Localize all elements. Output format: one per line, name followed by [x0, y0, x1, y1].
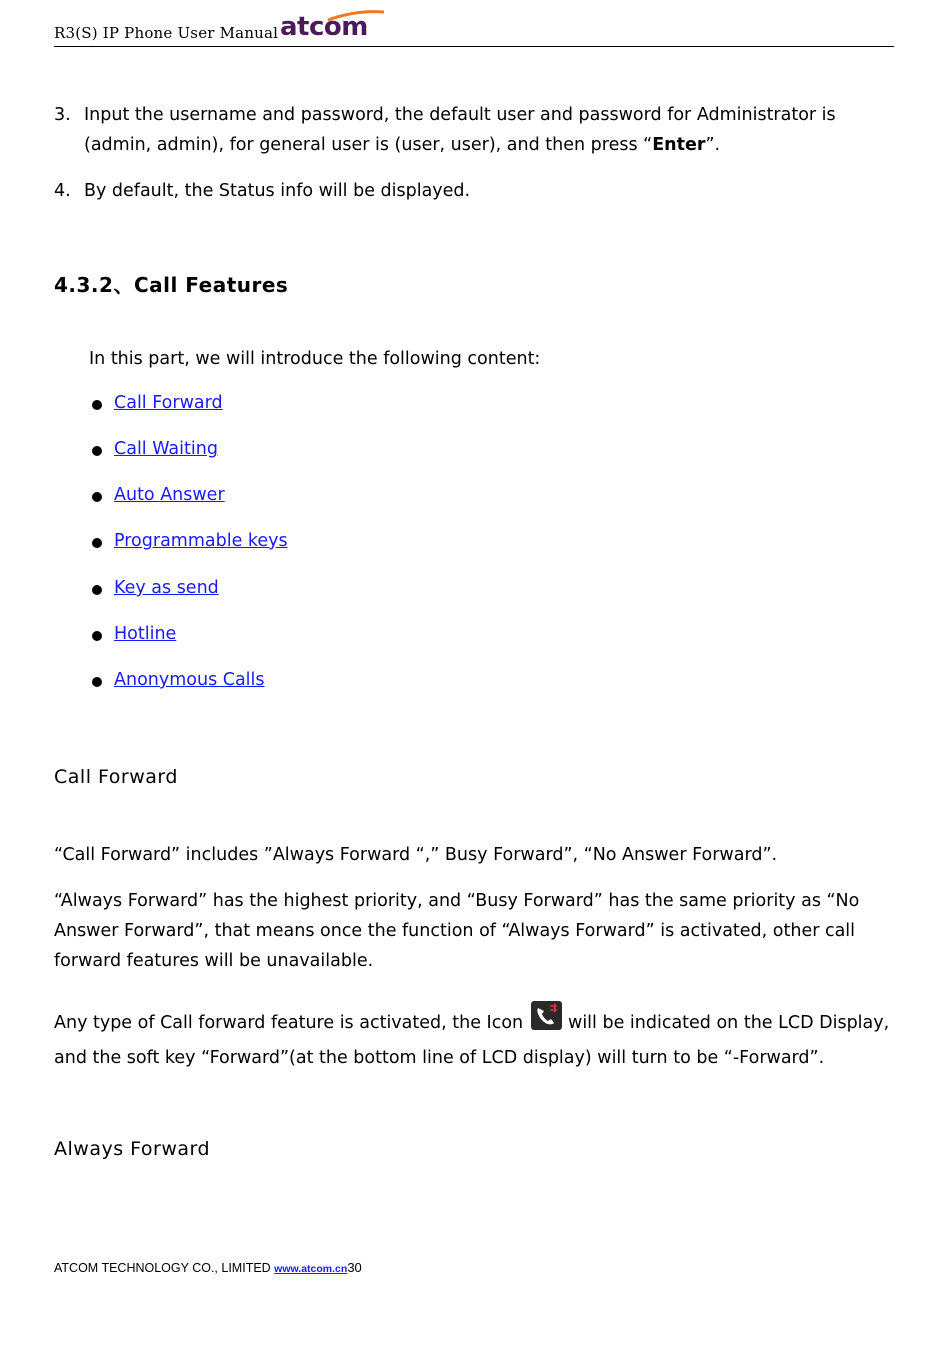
- atcom-logo: [280, 8, 384, 44]
- bullet-icon: [92, 538, 102, 548]
- page-header: [54, 8, 894, 47]
- bullet-icon: [92, 492, 102, 502]
- footer-url-link[interactable]: www.atcom.cn: [274, 1263, 348, 1275]
- link-hotline[interactable]: Hotline: [114, 624, 177, 644]
- link-programmable-keys[interactable]: Programmable keys: [114, 531, 288, 551]
- step-number: 3.: [54, 105, 71, 125]
- link-anonymous-calls[interactable]: Anonymous Calls: [114, 670, 265, 690]
- bullet-icon: [92, 631, 102, 641]
- page-footer: [54, 1260, 362, 1275]
- footer-company: ATCOM TECHNOLOGY CO., LIMITED: [54, 1261, 275, 1275]
- phone-handset-icon: [531, 1001, 562, 1030]
- link-key-as-send[interactable]: Key as send: [114, 578, 219, 598]
- priority-paragraph-line: Answer Forward”, that means once the function of “Always Forward” is activated, other call: [54, 921, 856, 941]
- enter-key-label: Enter: [652, 135, 706, 155]
- call-forward-paragraph: “Call Forward” includes ”Always Forward “,” Busy Forward”, “No Answer Forward”.: [54, 845, 778, 865]
- call-forward-heading: Call Forward: [54, 766, 178, 788]
- icon-paragraph-line2: and the soft key “Forward”(at the bottom line of LCD display) will turn to be “-Forward”.: [54, 1048, 825, 1068]
- section-heading: 4.3.2、Call Features: [54, 273, 289, 297]
- step-number: 4.: [54, 181, 71, 201]
- intro-text: In this part, we will introduce the following content:: [89, 349, 541, 369]
- step-text: By default, the Status info will be displayed.: [84, 181, 471, 201]
- logo-swoosh-icon: [326, 8, 386, 22]
- link-call-forward[interactable]: Call Forward: [114, 393, 223, 413]
- page-number: 30: [347, 1260, 362, 1275]
- bullet-icon: [92, 677, 102, 687]
- priority-paragraph-line: “Always Forward” has the highest priority, and “Busy Forward” has the same priority as “No: [54, 891, 860, 911]
- step-text: Input the username and password, the default user and password for Administrator is: [84, 105, 836, 125]
- link-call-waiting[interactable]: Call Waiting: [114, 439, 218, 459]
- always-forward-heading: Always Forward: [54, 1138, 211, 1160]
- bullet-icon: [92, 585, 102, 595]
- bullet-icon: [92, 446, 102, 456]
- link-auto-answer[interactable]: Auto Answer: [114, 485, 225, 505]
- icon-paragraph-post: will be indicated on the LCD Display,: [568, 1013, 890, 1033]
- step-text-continued: (admin, admin), for general user is (user, user), and then press “Enter”.: [84, 135, 721, 155]
- logo-wordmark: atcom: [280, 12, 368, 42]
- priority-paragraph-line: forward features will be unavailable.: [54, 951, 374, 971]
- manual-title: R3(S) IP Phone User Manual: [54, 24, 279, 42]
- icon-paragraph-pre: Any type of Call forward feature is activated, the Icon: [54, 1013, 524, 1033]
- forward-phone-icon: [531, 1001, 562, 1030]
- bullet-icon: [92, 400, 102, 410]
